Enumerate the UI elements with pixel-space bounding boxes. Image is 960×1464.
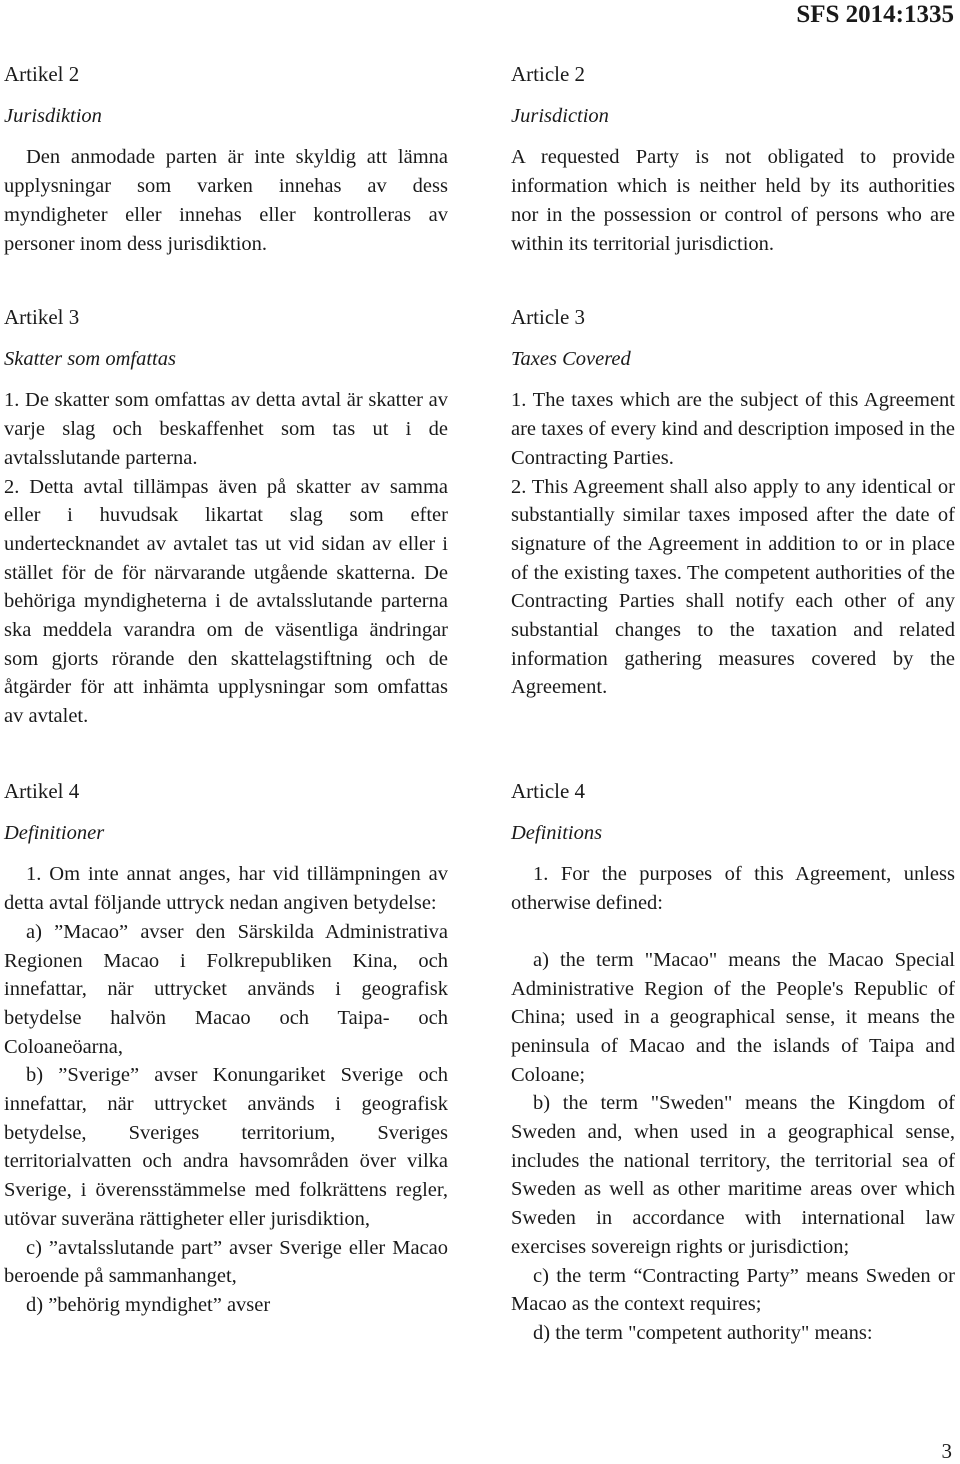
artikel-3-paragraph-2: 2. Detta avtal tillämpas även på skatter av samma eller i huvudsak likartat slag som efter undertecknandet av avtalet tas ut vid sidan av eller i stället för de för närvarande utgående skatterna. De behöriga myndigheterna i de avtalsslutande parterna ska meddela varandra om de väsentliga ändringar som gjorts rörande den skattelagstiftning och de åtgärder för att inhämta upplysningar som omfattas av avtalet. — [4, 475, 448, 728]
article-4 — [511, 777, 955, 1348]
article-2 — [511, 60, 955, 258]
artikel-3-heading: Artikel 3 — [4, 305, 80, 329]
article-3-subheading: Taxes Covered — [511, 347, 631, 370]
article-3-paragraph-1: 1. The taxes which are the subject of this Agreement are taxes of every kind and description imposed in the Contracting Parties. — [511, 389, 955, 469]
sfs-reference: SFS 2014:1335 — [796, 1, 954, 28]
article-2-paragraph: A requested Party is not obligated to provide information which is neither held by its authorities nor in the possession or control of persons who are within its territorial jurisdiction. — [511, 146, 955, 255]
article-4-definition-d: d) the term "competent authority" means: — [533, 1321, 873, 1344]
artikel-4-definition-a: a) ”Macao” avser den Särskilda Administrativa Regionen Macao i Folkrepubliken Kina, och innefattar, när uttrycket används i geografisk betydelse halvön Macao och Taipa- och Coloaneöarna, — [4, 920, 448, 1058]
artikel-4-subheading: Definitioner — [4, 821, 105, 844]
artikel-3-subheading: Skatter som omfattas — [4, 347, 176, 370]
article-4-definition-a: a) the term "Macao" means the Macao Special Administrative Region of the People's Republic of China; used in a geographical sense, it means the peninsula of Macao and the islands of Taipa and Coloane; — [511, 948, 955, 1086]
article-4-definition-c: c) the term “Contracting Party” means Sweden or Macao as the context requires; — [511, 1264, 955, 1316]
article-4-paragraph-1: 1. For the purposes of this Agreement, unless otherwise defined: — [511, 863, 955, 915]
artikel-2-paragraph: Den anmodade parten är inte skyldig att lämna upplysningar som varken innehas av dess myndigheter eller innehas eller kontrolleras av personer inom dess jurisdiktion. — [4, 146, 448, 255]
artikel-4-definition-d: d) ”behörig myndighet” avser — [26, 1293, 271, 1316]
artikel-4-paragraph-1: 1. Om inte annat anges, har vid tillämpningen av detta avtal följande uttryck nedan angiven betydelse: — [4, 863, 448, 915]
page-number: 3 — [941, 1439, 952, 1463]
artikel-4 — [4, 777, 448, 1320]
artikel-3-paragraph-1: 1. De skatter som omfattas av detta avtal är skatter av varje slag och beskaffenhet som tas ut i de avtalsslutande parterna. — [4, 389, 448, 469]
article-4-heading: Article 4 — [511, 779, 586, 803]
article-2-subheading: Jurisdiction — [511, 104, 609, 127]
artikel-4-heading: Artikel 4 — [4, 779, 80, 803]
artikel-4-definition-c: c) ”avtalsslutande part” avser Sverige eller Macao beroende på sammanhanget, — [4, 1236, 448, 1288]
artikel-2-subheading: Jurisdiktion — [4, 104, 102, 127]
article-3-heading: Article 3 — [511, 305, 586, 329]
article-4-definition-b: b) the term "Sweden" means the Kingdom of Sweden and, when used in a geographical sense, includes the national territory, the territorial sea of Sweden as well as other maritime areas over which Sweden in accordance with international law exercises sovereign rights or jurisdiction; — [511, 1092, 955, 1258]
artikel-3 — [4, 303, 448, 731]
article-3-paragraph-2: 2. This Agreement shall also apply to any identical or substantially similar taxes imposed after the date of signature of the Agreement in addition to or in place of the existing taxes. The competent authorities of the Contracting Parties shall notify each other of any substantial changes to the taxation and related information gathering measures covered by the Agreement. — [511, 475, 955, 699]
article-2-heading: Article 2 — [511, 62, 586, 86]
article-3 — [511, 303, 955, 702]
artikel-2-heading: Artikel 2 — [4, 62, 80, 86]
article-4-subheading: Definitions — [511, 821, 603, 844]
artikel-4-definition-b: b) ”Sverige” avser Konungariket Sverige och innefattar, när uttrycket används i geografisk betydelse, Sveriges territorium, Sveriges territorialvatten och andra havsområden över vilka Sverige, i överensstämmelse med folkrättens regler, utövar suveräna rättigheter eller jurisdiktion, — [4, 1064, 448, 1230]
artikel-2 — [4, 60, 448, 258]
